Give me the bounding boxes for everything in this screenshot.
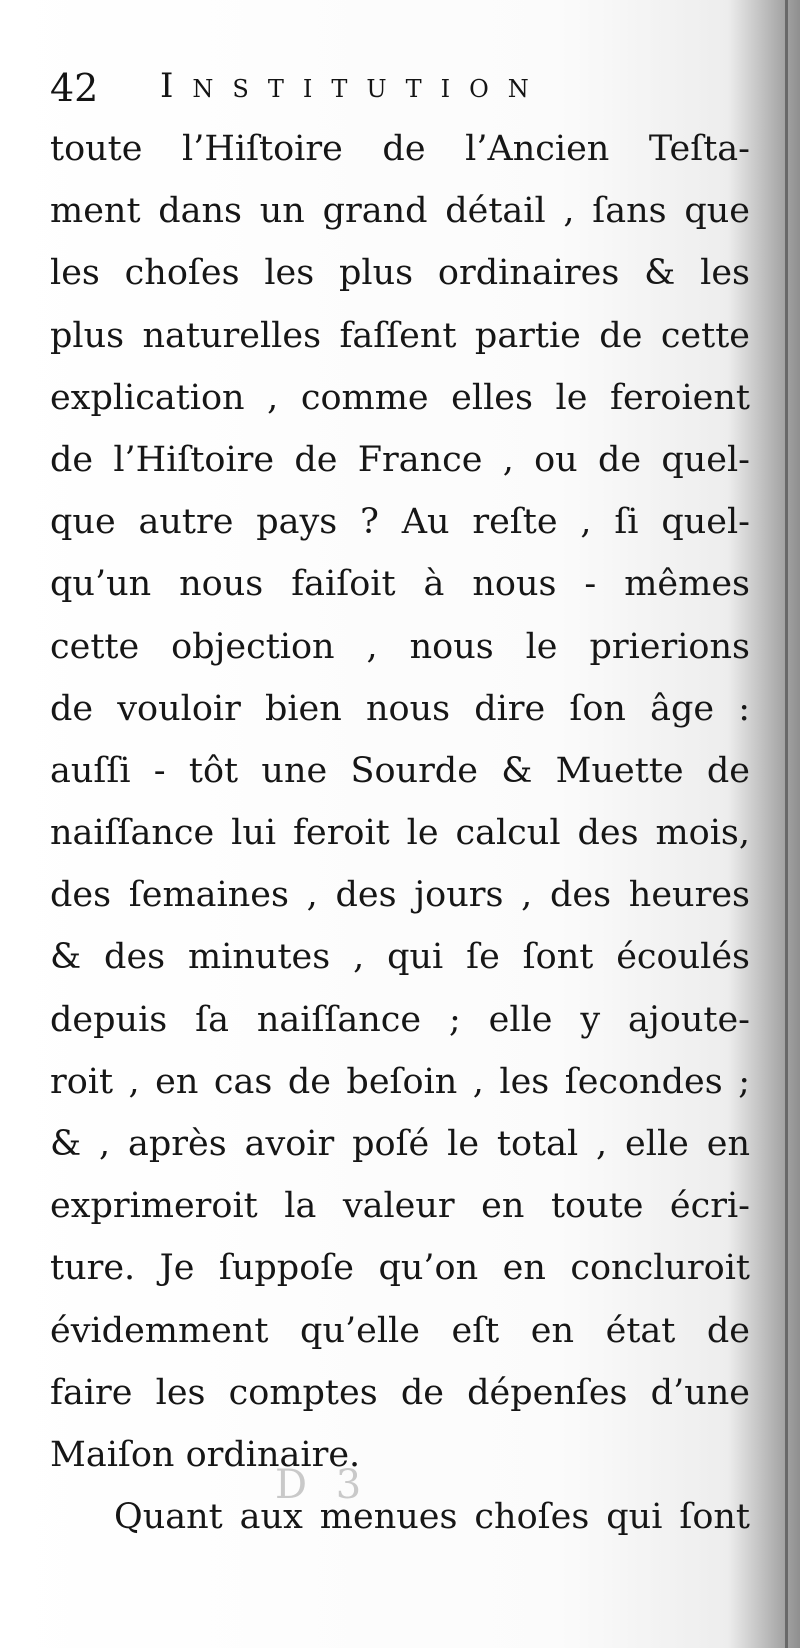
text-line: ture. Je ſuppoſe qu’on en concluroit [50,1248,750,1289]
text-line: les choſes les plus ordinaires & les [50,253,750,294]
text-line: & des minutes , qui ſe ſont écoulés [50,937,750,978]
text-line: toute l’Hiſtoire de l’Ancien Teſta- [50,129,750,169]
text-line: naiſſance lui feroit le calcul des mois, [50,813,750,854]
text-line: depuis ſa naiſſance ; elle y ajoute- [50,999,750,1040]
text-line: ment dans un grand détail , ſans que [50,191,750,232]
text-line: & , après avoir poſé le total , elle en [50,1124,750,1164]
text-line: exprimeroit la valeur en toute écri- [50,1186,750,1227]
text-line: qu’un nous faiſoit à nous - mêmes [50,564,750,605]
running-title: Institution [160,66,548,106]
text-line: que autre pays ? Au reſte , ſi quel- [50,502,750,543]
text-line: faire les comptes de dépenſes d’une [50,1372,750,1413]
text-line: cette objection , nous le prierions [50,626,750,667]
text-line: de vouloir bien nous dire ſon âge : [50,688,750,729]
text-line: évidemment qu’elle eſt en état de [50,1310,750,1351]
text-line: roit , en cas de beſoin , les ſecondes ; [50,1061,750,1102]
text-line: explication , comme elles le feroient [50,377,750,418]
page-gutter-edge [785,0,788,1648]
text-line: de l’Hiſtoire de France , ou de quel- [50,439,750,480]
text-line-paragraph-start: Quant aux menues choſes qui ſont [114,1497,750,1538]
signature-mark: D 3 [275,1462,370,1508]
page-number: 42 [50,66,99,110]
text-line: auſſi - tôt une Sourde & Muette de [50,750,750,791]
page-header [50,58,740,114]
body-text [50,118,750,1548]
text-line: plus naturelles faſſent partie de cette [50,315,750,356]
text-line-paragraph-end: Maiſon ordinaire. [50,1434,361,1475]
text-line: des ſemaines , des jours , des heures [50,875,750,916]
